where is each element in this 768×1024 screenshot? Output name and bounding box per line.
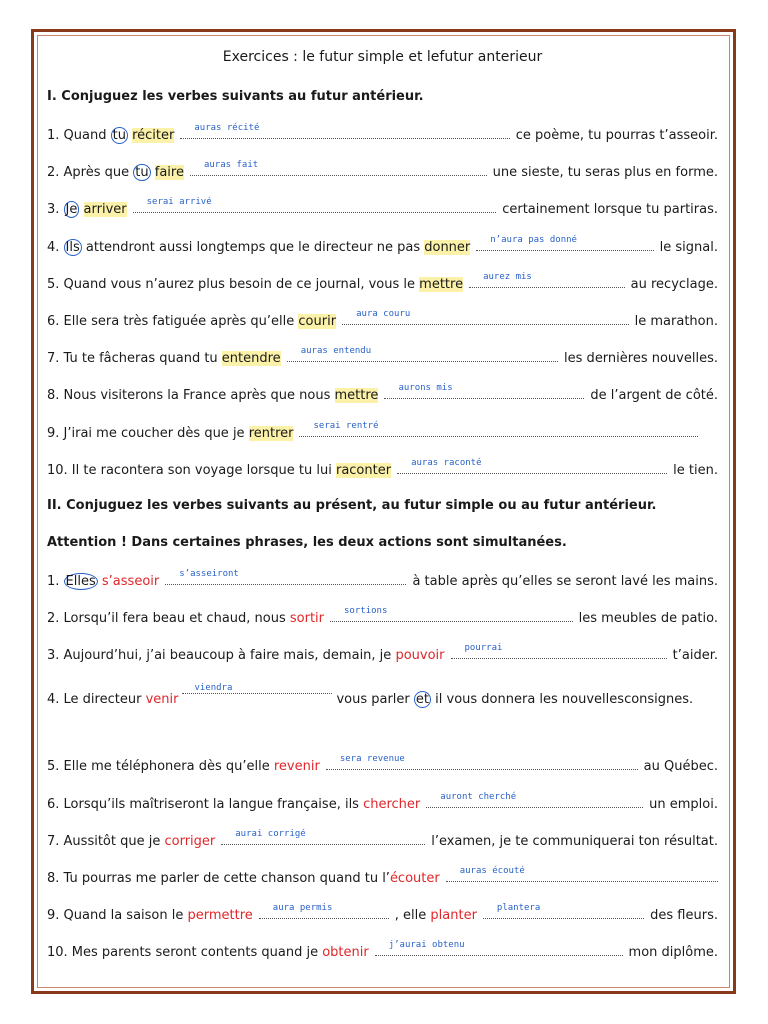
handwritten-answer-2: plantera: [496, 903, 541, 914]
answer-blank[interactable]: [446, 867, 718, 882]
verb: arriver: [83, 202, 127, 218]
verb: mettre: [334, 388, 379, 404]
verb: venir: [145, 692, 179, 708]
answer-blank[interactable]: [342, 310, 629, 325]
s1-item-1: 1. Quand tu réciter auras récité ce poème, tu pourras t’asseoir.: [47, 124, 718, 161]
answer-blank[interactable]: [180, 124, 509, 139]
s2-item-5: 5. Elle me téléphonera dès qu’elle revenir sera revenue au Québec.: [47, 755, 718, 792]
page-frame: [31, 29, 736, 994]
section2-heading: II. Conjuguez les verbes suivants au présent, au futur simple ou au futur antérieur.: [47, 497, 657, 513]
s2-item-1: 1. Elles s’asseoir s’asseiront à table après qu’elles se seront lavé les mains.: [47, 570, 718, 607]
handwritten-answer: s’asseiront: [179, 568, 239, 579]
subject: Je: [65, 202, 78, 218]
answer-blank[interactable]: [469, 273, 625, 288]
s1-item-6: 6. Elle sera très fatiguée après qu’elle courir aura couru le marathon.: [47, 310, 718, 347]
handwritten-answer: auront cherché: [440, 791, 517, 802]
handwritten-answer: aura permis: [272, 903, 333, 914]
verb: faire: [154, 165, 184, 181]
handwritten-answer: auras raconté: [411, 457, 482, 468]
s2-item-9: 9. Quand la saison le permettre aura permis , elle planter plantera des fleurs.: [47, 904, 718, 941]
answer-blank[interactable]: [182, 681, 332, 694]
verb-2: planter: [430, 908, 477, 924]
answer-blank[interactable]: [165, 570, 406, 585]
s2-item-8: 8. Tu pourras me parler de cette chanson quand tu l’écouter auras écouté: [47, 867, 718, 904]
handwritten-answer: auras récité: [194, 123, 260, 133]
handwritten-answer: auras entendu: [300, 346, 372, 357]
subject: Ils: [65, 239, 80, 255]
s2-item-4: 4. Le directeur venir viendra vous parler et il vous donnera les nouvelles consignes.: [47, 683, 694, 708]
verb: s’asseoir: [97, 573, 160, 589]
verb: entendre: [221, 351, 281, 367]
answer-blank[interactable]: [287, 347, 558, 362]
s2-item-2: 2. Lorsqu’il fera beau et chaud, nous sortir sortions les meubles de patio.: [47, 607, 718, 644]
answer-blank[interactable]: [190, 161, 487, 176]
page-title: Exercices : le futur simple et lefutur anterieur: [222, 49, 543, 65]
verb: sortir: [289, 611, 325, 627]
answer-blank[interactable]: [133, 198, 497, 213]
verb: chercher: [363, 796, 421, 812]
answer-blank[interactable]: [476, 236, 653, 251]
s1-item-4: 4. Ils attendront aussi longtemps que le directeur ne pas donner n’aura pas donné le signal.: [47, 236, 718, 273]
handwritten-answer: j’aurai obtenu: [388, 940, 465, 951]
handwritten-answer: aurons mis: [398, 383, 453, 394]
s1-item-2: 2. Après que tu faire auras fait une sieste, tu seras plus en forme.: [47, 161, 718, 198]
s1-item-8: 8. Nous visiterons la France après que nous mettre aurons mis de l’argent de côté.: [47, 384, 718, 421]
subject: Elles: [65, 573, 96, 589]
worksheet: [47, 49, 718, 979]
answer-blank[interactable]: [451, 644, 667, 659]
verb: obtenir: [322, 945, 369, 961]
handwritten-answer: n’aura pas donné: [490, 234, 577, 245]
s1-item-7: 7. Tu te fâcheras quand tu entendre auras entendu les dernières nouvelles.: [47, 347, 718, 384]
answer-blank-2[interactable]: [483, 904, 644, 919]
handwritten-answer: sortions: [344, 606, 388, 617]
verb: permettre: [187, 908, 253, 924]
verb: raconter: [335, 462, 392, 478]
subject: tu: [112, 128, 126, 143]
verb: rentrer: [248, 425, 294, 441]
handwritten-answer: aura couru: [356, 308, 411, 319]
answer-blank[interactable]: [375, 941, 623, 956]
handwritten-answer: aurai corrigé: [235, 828, 306, 839]
answer-blank[interactable]: [221, 830, 425, 845]
answer-blank[interactable]: [384, 384, 584, 399]
s2-item-3: 3. Aujourd’hui, j’ai beaucoup à faire mais, demain, je pouvoir pourrai t’aider.: [47, 644, 718, 681]
s1-item-3: 3. Je arriver serai arrivé certainement lorsque tu partiras.: [47, 198, 718, 235]
handwritten-answer: pourrai: [464, 643, 503, 654]
s2-item-10: 10. Mes parents seront contents quand je obtenir j’aurai obtenu mon diplôme.: [47, 941, 718, 978]
handwritten-answer: viendra: [194, 683, 233, 694]
handwritten-answer: serai rentré: [313, 420, 379, 431]
answer-blank[interactable]: [299, 422, 698, 437]
verb: pouvoir: [395, 648, 445, 664]
verb: revenir: [273, 759, 320, 775]
s1-item-9: 9. J’irai me coucher dès que je rentrer serai rentré: [47, 422, 718, 459]
verb: écouter: [389, 871, 440, 886]
answer-blank[interactable]: [326, 755, 638, 770]
verb: donner: [424, 239, 471, 255]
answer-blank[interactable]: [330, 607, 573, 622]
answer-blank[interactable]: [397, 459, 667, 474]
answer-blank[interactable]: [426, 793, 643, 808]
handwritten-answer: serai arrivé: [146, 197, 212, 208]
handwritten-answer: auras écouté: [459, 866, 525, 876]
verb: mettre: [419, 276, 464, 292]
section2-note: Attention ! Dans certaines phrases, les deux actions sont simultanées.: [47, 534, 567, 550]
verb: réciter: [132, 128, 175, 143]
subject: tu: [135, 165, 149, 181]
s1-item-10: 10. Il te racontera son voyage lorsque tu lui raconter auras raconté le tien.: [47, 459, 718, 496]
verb: courir: [298, 313, 337, 329]
handwritten-answer: auras fait: [203, 160, 259, 171]
handwritten-answer: sera revenue: [339, 754, 405, 765]
verb: corriger: [164, 833, 216, 849]
handwritten-answer: aurez mis: [483, 271, 532, 282]
s1-item-5: 5. Quand vous n’aurez plus besoin de ce journal, vous le mettre aurez mis au recyclage.: [47, 273, 718, 310]
answer-blank[interactable]: [259, 904, 389, 919]
s2-item-6: 6. Lorsqu’ils maîtriseront la langue française, ils chercher auront cherché un emploi.: [47, 793, 718, 830]
s2-item-7: 7. Aussitôt que je corriger aurai corrigé l’examen, je te communiquerai ton résultat.: [47, 830, 718, 867]
section1-heading: I. Conjuguez les verbes suivants au futur antérieur.: [47, 89, 424, 104]
